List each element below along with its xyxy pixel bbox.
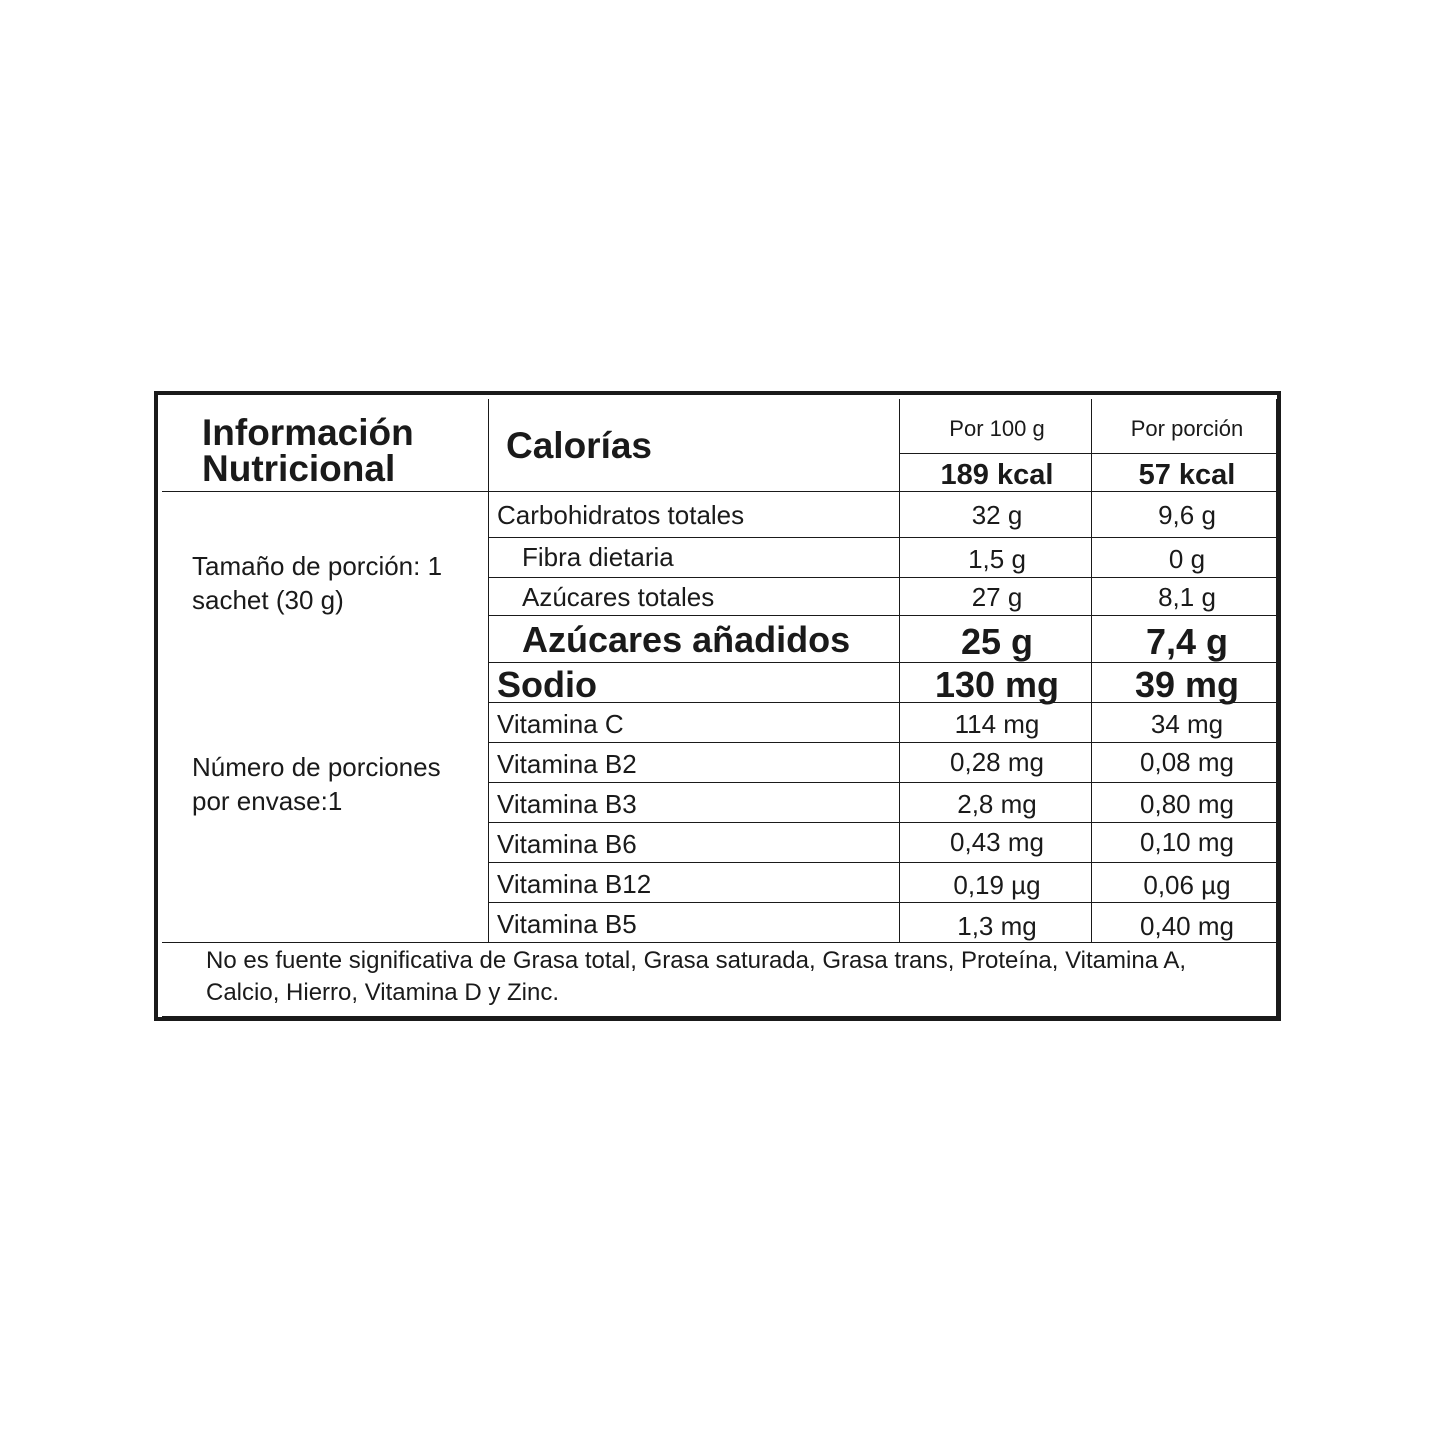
nutrient-value-porcion: 34 mg — [1150, 709, 1224, 739]
kcal-porcion: 57 kcal — [1138, 459, 1236, 491]
nutrient-name: Fibra dietaria — [522, 542, 674, 572]
nutrient-value-100g: 27 g — [971, 582, 1023, 612]
divider-row — [488, 822, 1277, 823]
nutrient-value-100g: 114 mg — [954, 709, 1040, 739]
nutrient-name: Vitamina B6 — [497, 829, 637, 859]
nutrition-facts-label — [154, 391, 1281, 1021]
nutrient-value-porcion: 0,10 mg — [1140, 827, 1234, 857]
nutrition-table — [162, 399, 1277, 1017]
nutrient-value-100g: 1,5 g — [968, 544, 1026, 574]
col-header-porcion: Por porción — [1130, 416, 1244, 441]
nutrient-value-100g: 2,8 mg — [957, 789, 1037, 819]
divider-row — [488, 902, 1277, 903]
divider-footnote — [162, 942, 1277, 943]
nutrient-value-porcion: 0,06 µg — [1143, 870, 1231, 900]
nutrient-name: Vitamina B5 — [497, 909, 637, 939]
divider-col-100g — [899, 399, 900, 942]
divider-kcal — [899, 453, 1277, 454]
nutrient-value-100g: 0,28 mg — [950, 747, 1044, 777]
nutrient-value-porcion: 0 g — [1168, 544, 1206, 574]
divider-row — [488, 782, 1277, 783]
nutrient-value-100g: 25 g — [960, 621, 1034, 662]
nutrient-name: Vitamina C — [497, 709, 624, 739]
nutrient-name: Vitamina B2 — [497, 749, 637, 779]
nutrient-value-porcion: 8,1 g — [1158, 582, 1216, 612]
nutrient-name: Vitamina B12 — [497, 869, 652, 899]
nutrient-name: Vitamina B3 — [497, 789, 637, 819]
label-title: Información Nutricional — [202, 412, 414, 489]
divider-row — [488, 615, 1277, 616]
nutrient-value-porcion: 7,4 g — [1145, 621, 1229, 662]
nutrient-name: Azúcares añadidos — [522, 619, 851, 660]
nutrient-name: Azúcares totales — [522, 582, 715, 612]
nutrient-value-porcion: 9,6 g — [1158, 500, 1216, 530]
nutrient-name: Sodio — [497, 664, 597, 705]
nutrient-value-100g: 1,3 mg — [957, 911, 1037, 941]
divider-row — [488, 862, 1277, 863]
nutrient-value-porcion: 0,80 mg — [1140, 789, 1234, 819]
divider-row — [488, 742, 1277, 743]
footnote: No es fuente significativa de Grasa total, Grasa saturada, Grasa trans, Proteína, Vitamina A, Calcio, Hierro, Vitamina D y Zinc. — [206, 947, 1187, 1006]
col-header-100g: Por 100 g — [949, 416, 1045, 441]
divider-header — [162, 491, 1277, 492]
servings-per-container: Número de porciones por envase:1 — [192, 752, 441, 816]
kcal-100g: 189 kcal — [940, 459, 1054, 491]
nutrient-value-porcion: 39 mg — [1134, 664, 1240, 705]
divider-row — [488, 577, 1277, 578]
nutrient-value-100g: 32 g — [971, 500, 1023, 530]
divider-row — [488, 537, 1277, 538]
nutrient-value-100g: 0,43 mg — [950, 827, 1044, 857]
nutrient-value-100g: 130 mg — [934, 664, 1060, 705]
nutrient-value-porcion: 0,40 mg — [1140, 911, 1234, 941]
nutrient-value-100g: 0,19 µg — [953, 870, 1041, 900]
divider-row — [488, 662, 1277, 663]
serving-size: Tamaño de porción: 1 sachet (30 g) — [192, 551, 443, 615]
calorias-label: Calorías — [506, 425, 653, 466]
nutrient-value-porcion: 0,08 mg — [1140, 747, 1234, 777]
nutrient-name: Carbohidratos totales — [497, 500, 745, 530]
